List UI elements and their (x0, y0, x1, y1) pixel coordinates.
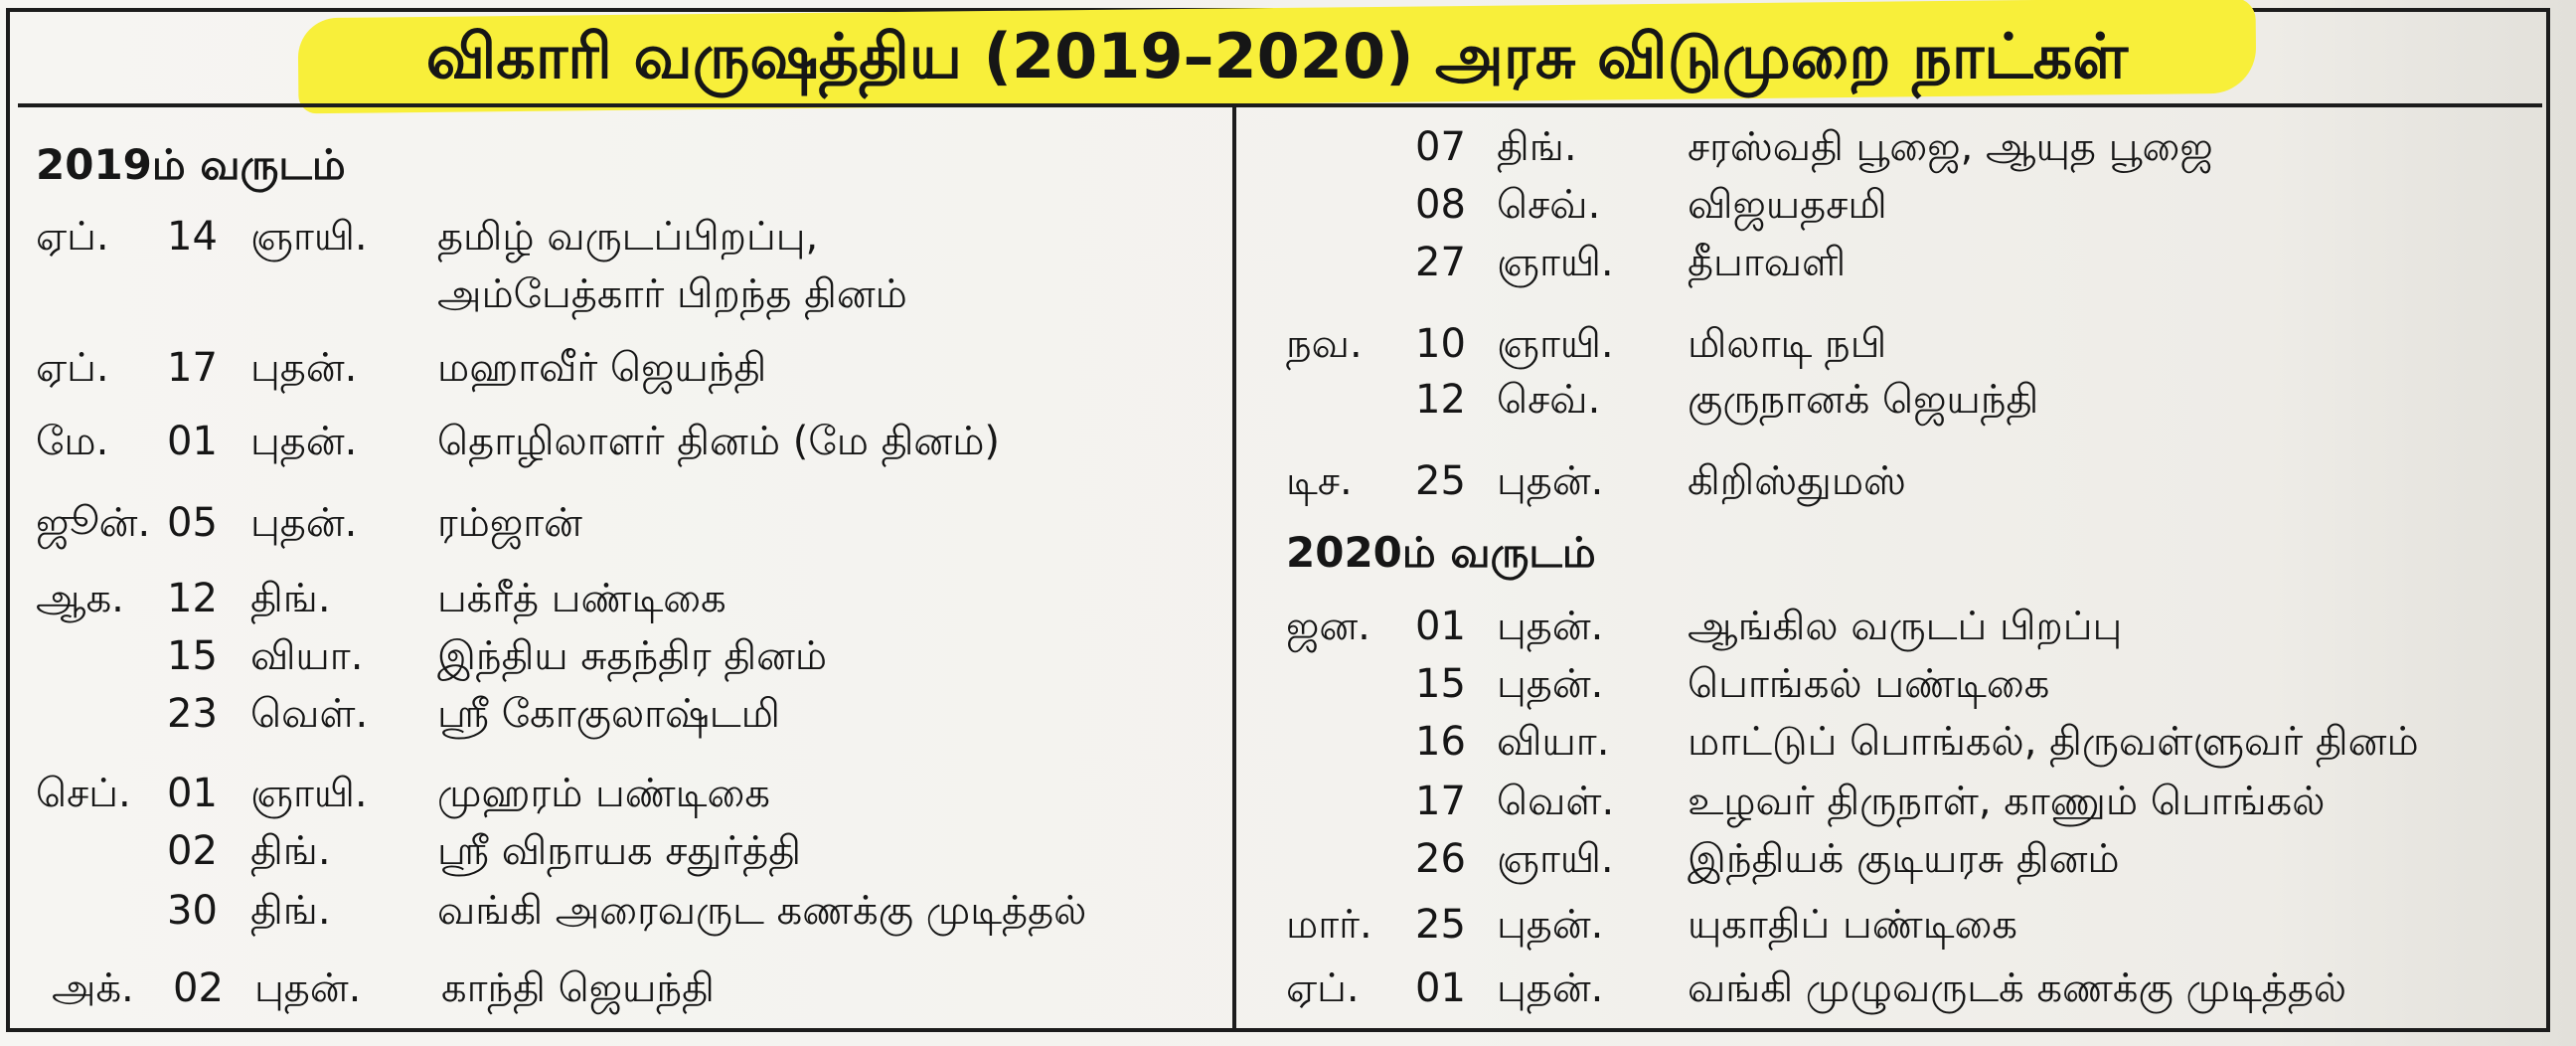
month-label: மார். (1286, 902, 1372, 948)
date-label: 27 (1415, 240, 1466, 285)
column-divider (1232, 103, 1236, 1032)
day-label: செவ். (1497, 377, 1601, 423)
date-label: 01 (167, 419, 218, 464)
month-label: ஜூன். (36, 500, 151, 546)
day-label: வியா. (1497, 719, 1610, 765)
day-label: திங். (250, 888, 331, 934)
holiday-name: தீபாவளி (1688, 240, 1847, 285)
day-label: புதன். (1497, 965, 1604, 1011)
date-label: 17 (1415, 779, 1466, 824)
date-label: 16 (1415, 719, 1466, 765)
holiday-name: ஸ்ரீ கோகுலாஷ்டமி (437, 691, 781, 737)
day-label: புதன். (250, 500, 358, 546)
day-label: செவ். (1497, 182, 1601, 228)
date-label: 15 (1415, 661, 1466, 707)
day-label: வெள். (1497, 779, 1615, 824)
month-label: ஆக. (36, 576, 124, 621)
month-label: ஜன. (1286, 604, 1370, 649)
holiday-name: அம்பேத்கார் பிறந்த தினம் (437, 271, 907, 317)
day-label: திங். (250, 828, 331, 874)
date-label: 26 (1415, 836, 1466, 882)
date-label: 01 (1415, 604, 1466, 649)
holiday-name: இந்திய சுதந்திர தினம் (437, 633, 828, 679)
date-label: 02 (173, 965, 224, 1011)
date-label: 12 (167, 576, 218, 621)
holiday-name: மிலாடி நபி (1688, 321, 1887, 367)
date-label: 12 (1415, 377, 1466, 423)
date-label: 23 (167, 691, 218, 737)
holiday-name: இந்தியக் குடியரசு தினம் (1688, 836, 2120, 882)
date-label: 01 (167, 771, 218, 816)
month-label: டிச. (1286, 458, 1353, 504)
date-label: 14 (167, 214, 218, 260)
holiday-name: ஸ்ரீ விநாயக சதுர்த்தி (437, 828, 801, 874)
holiday-name: பொங்கல் பண்டிகை (1688, 661, 2050, 707)
day-label: ஞாயி. (250, 214, 368, 260)
day-label: புதன். (250, 345, 358, 391)
date-label: 08 (1415, 182, 1466, 228)
day-label: வெள். (250, 691, 369, 737)
holiday-name: சரஸ்வதி பூஜை, ஆயுத பூஜை (1688, 124, 2213, 170)
day-label: ஞாயி. (250, 771, 368, 816)
month-label: ஏப். (36, 214, 109, 260)
date-label: 25 (1415, 458, 1466, 504)
day-label: வியா. (250, 633, 364, 679)
holiday-name: யுகாதிப் பண்டிகை (1688, 902, 2017, 948)
date-label: 30 (167, 888, 218, 934)
date-label: 05 (167, 500, 218, 546)
holiday-name: பக்ரீத் பண்டிகை (437, 576, 726, 621)
holiday-name: கிறிஸ்துமஸ் (1688, 458, 1906, 504)
day-label: ஞாயி. (1497, 836, 1614, 882)
holiday-name: வங்கி முழுவருடக் கணக்கு முடித்தல் (1688, 965, 2347, 1011)
holiday-name: குருநானக் ஜெயந்தி (1688, 377, 2039, 423)
holiday-name: முஹரம் பண்டிகை (437, 771, 770, 816)
day-label: திங். (250, 576, 331, 621)
day-label: புதன். (250, 419, 358, 464)
page-title: விகாரி வருஷத்திய (2019–2020) அரசு விடுமுறை நாட்கள் (425, 20, 2129, 92)
title-divider (18, 103, 2542, 107)
date-label: 10 (1415, 321, 1466, 367)
day-label: புதன். (1497, 458, 1604, 504)
holiday-name: விஜயதசமி (1688, 182, 1887, 228)
year-heading-2020: 2020ம் வருடம் (1286, 528, 1596, 577)
month-label: அக். (52, 965, 134, 1011)
holiday-name: ரம்ஜான் (437, 500, 582, 546)
date-label: 15 (167, 633, 218, 679)
holiday-name: தமிழ் வருடப்பிறப்பு, (437, 214, 819, 260)
holiday-name: தொழிலாளர் தினம் (மே தினம்) (437, 419, 1000, 464)
day-label: ஞாயி. (1497, 321, 1614, 367)
day-label: புதன். (1497, 902, 1604, 948)
holiday-name: மாட்டுப் பொங்கல், திருவள்ளுவர் தினம் (1688, 719, 2419, 765)
month-label: நவ. (1286, 321, 1363, 367)
holiday-name: உழவர் திருநாள், காணும் பொங்கல் (1688, 779, 2326, 824)
day-label: புதன். (1497, 661, 1604, 707)
day-label: திங். (1497, 124, 1577, 170)
date-label: 02 (167, 828, 218, 874)
date-label: 07 (1415, 124, 1466, 170)
month-label: ஏப். (1286, 965, 1360, 1011)
holiday-name: ஆங்கில வருடப் பிறப்பு (1688, 604, 2123, 649)
date-label: 17 (167, 345, 218, 391)
year-heading-2019: 2019ம் வருடம் (36, 140, 346, 189)
day-label: ஞாயி. (1497, 240, 1614, 285)
holiday-name: மஹாவீர் ஜெயந்தி (437, 345, 767, 391)
holiday-name: வங்கி அரைவருட கணக்கு முடித்தல் (437, 888, 1087, 934)
holiday-name: காந்தி ஜெயந்தி (441, 965, 715, 1011)
day-label: புதன். (1497, 604, 1604, 649)
date-label: 01 (1415, 965, 1466, 1011)
month-label: மே. (36, 419, 109, 464)
month-label: ஏப். (36, 345, 109, 391)
date-label: 25 (1415, 902, 1466, 948)
day-label: புதன். (254, 965, 362, 1011)
month-label: செப். (36, 771, 131, 816)
